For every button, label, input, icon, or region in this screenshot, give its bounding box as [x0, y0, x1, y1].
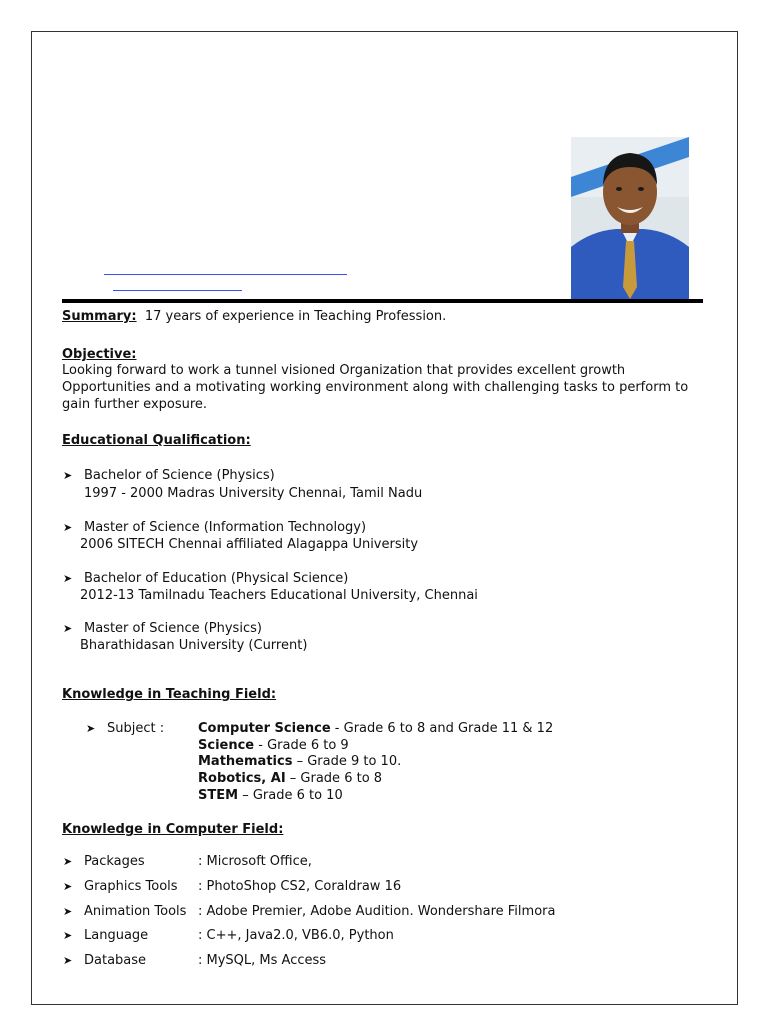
subject-name: Robotics, AI [198, 771, 286, 786]
computer-item-value: : Adobe Premier, Adobe Audition. Wondershare Filmora [198, 904, 556, 919]
summary-text: 17 years of experience in Teaching Profession. [144, 309, 447, 324]
arrowhead-bullet-icon: ➤ [63, 880, 73, 893]
arrowhead-bullet-icon: ➤ [63, 622, 73, 635]
education-degree: Master of Science (Information Technology) [84, 520, 367, 535]
computer-item-label: Language [84, 928, 149, 943]
subject-grades: – Grade 6 to 10 [238, 788, 343, 803]
objective-heading: Objective: [62, 347, 137, 362]
education-detail: 2012-13 Tamilnadu Teachers Educational University, Chennai [80, 588, 478, 603]
email-link[interactable] [104, 274, 347, 275]
education-detail: Bharathidasan University (Current) [80, 638, 308, 653]
subject-name: STEM [198, 788, 239, 803]
subject-name: Mathematics [198, 754, 293, 769]
profile-photo [571, 137, 689, 299]
subject-line [198, 720, 553, 737]
objective-line: gain further exposure. [62, 397, 208, 412]
arrowhead-bullet-icon: ➤ [63, 929, 73, 942]
arrowhead-bullet-icon: ➤ [63, 572, 73, 585]
education-degree: Bachelor of Science (Physics) [84, 468, 275, 483]
computer-item-label: Packages [84, 854, 145, 869]
education-degree: Bachelor of Education (Physical Science) [84, 571, 349, 586]
subject-name: Computer Science [198, 721, 331, 736]
computer-item-value: : Microsoft Office, [198, 854, 312, 869]
objective-text [62, 362, 712, 413]
subject-line [198, 787, 343, 804]
arrowhead-bullet-icon: ➤ [63, 521, 73, 534]
computer-item-label: Graphics Tools [84, 879, 178, 894]
header-rule [62, 299, 703, 303]
profile-link[interactable] [113, 290, 242, 291]
subject-label: Subject : [107, 721, 165, 736]
subject-grades: - Grade 6 to 9 [254, 738, 349, 753]
subject-name: Science [198, 738, 255, 753]
computer-item-label: Database [84, 953, 147, 968]
computer-item-value: : MySQL, Ms Access [198, 953, 327, 968]
computer-item-label: Animation Tools [84, 904, 187, 919]
arrowhead-bullet-icon: ➤ [63, 855, 73, 868]
arrowhead-bullet-icon: ➤ [63, 954, 73, 967]
summary-label: Summary: [62, 309, 137, 324]
education-detail: 2006 SITECH Chennai affiliated Alagappa University [80, 537, 419, 552]
education-heading: Educational Qualification: [62, 433, 251, 448]
arrowhead-bullet-icon: ➤ [86, 722, 96, 735]
subject-grades: – Grade 6 to 8 [285, 771, 383, 786]
objective-line: Looking forward to work a tunnel visioned Organization that provides excellent growth [62, 363, 626, 378]
computer-item-value: : PhotoShop CS2, Coraldraw 16 [198, 879, 402, 894]
computer-item-value: : C++, Java2.0, VB6.0, Python [198, 928, 394, 943]
subject-line [198, 770, 382, 787]
subject-line [198, 737, 349, 754]
education-detail: 1997 - 2000 Madras University Chennai, Tamil Nadu [84, 486, 423, 501]
arrowhead-bullet-icon: ➤ [63, 905, 73, 918]
subject-line [198, 753, 401, 770]
summary-line [62, 308, 446, 325]
education-degree: Master of Science (Physics) [84, 621, 262, 636]
arrowhead-bullet-icon: ➤ [63, 469, 73, 482]
subject-grades: – Grade 9 to 10. [292, 754, 402, 769]
subject-grades: - Grade 6 to 8 and Grade 11 & 12 [330, 721, 554, 736]
teaching-heading: Knowledge in Teaching Field: [62, 687, 277, 702]
objective-line: Opportunities and a motivating working environment along with challenging tasks to perform to [62, 380, 689, 395]
computer-heading: Knowledge in Computer Field: [62, 822, 284, 837]
